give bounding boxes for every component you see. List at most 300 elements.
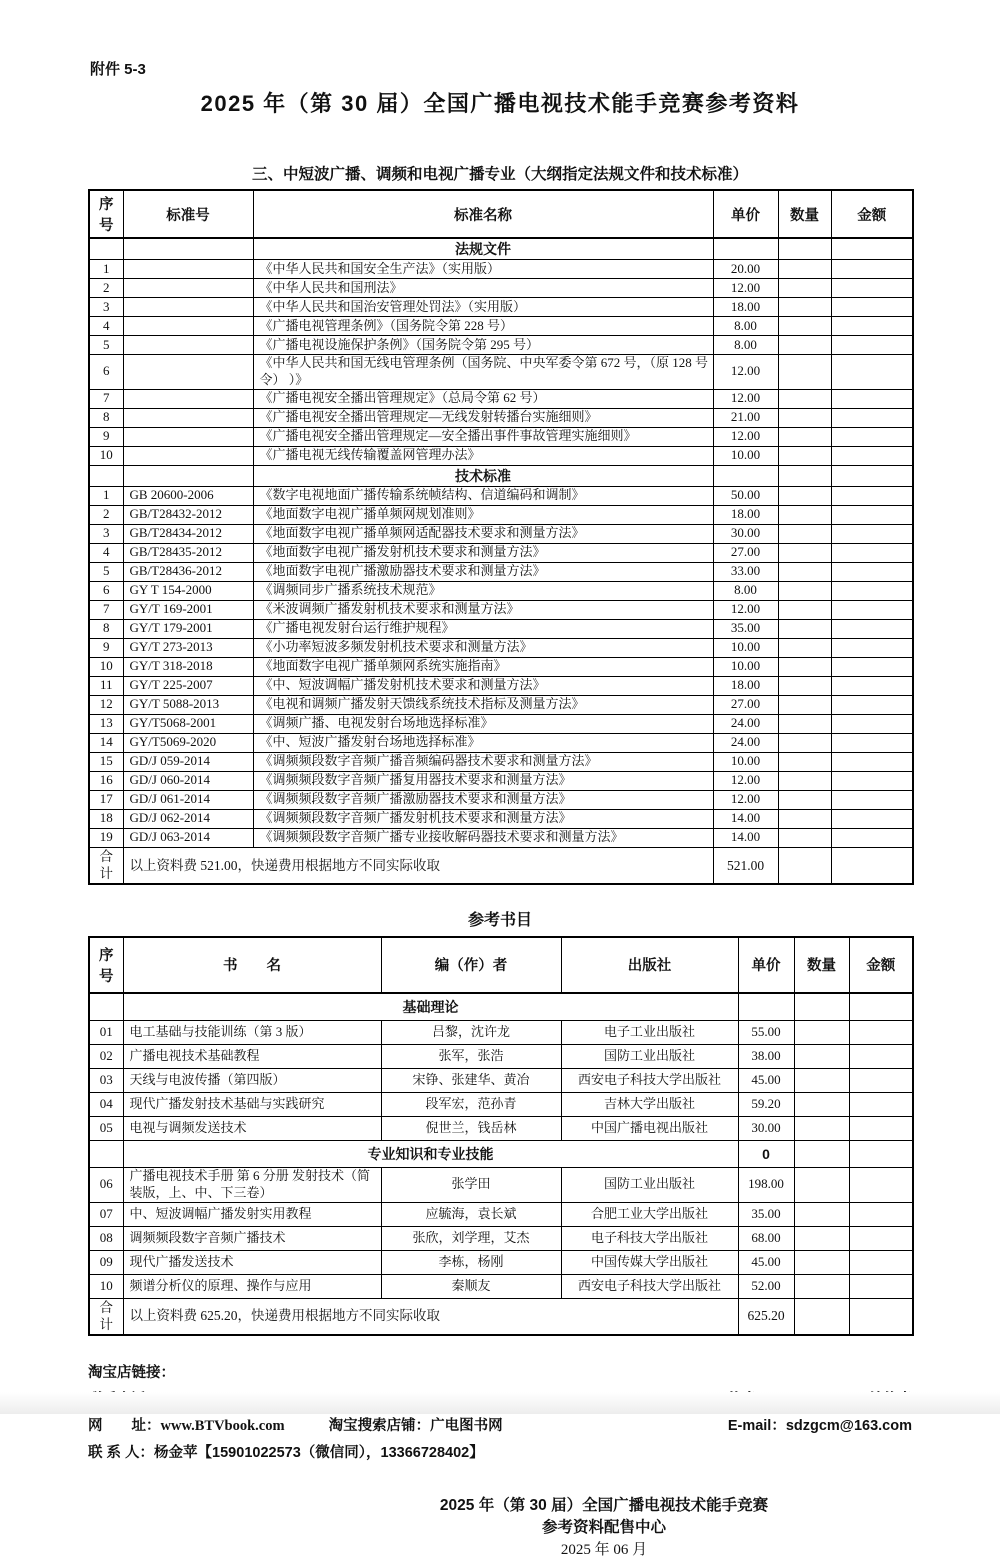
- standards-item-row: [89, 408, 913, 427]
- cell-price: 52.00: [738, 1274, 794, 1298]
- cell-code: GB/T28432-2012: [123, 505, 253, 524]
- cell-publisher: 国防工业出版社: [561, 1044, 738, 1068]
- cell-price: 35.00: [713, 619, 778, 638]
- cell-amount: [831, 828, 913, 847]
- col-header-amount: 金额: [849, 937, 913, 993]
- standards-item-row: [89, 389, 913, 408]
- cell-no: 9: [89, 638, 123, 657]
- cell-price: 12.00: [713, 355, 778, 390]
- cell-no: 09: [89, 1250, 123, 1274]
- cell-price: 55.00: [738, 1020, 794, 1044]
- cell-name: 《电视和调频广播发射天馈线系统技术指标及测量方法》: [253, 695, 713, 714]
- cell-author: 张军，张浩: [381, 1044, 561, 1068]
- standards-item-row: [89, 657, 913, 676]
- cell-price: 24.00: [713, 714, 778, 733]
- cell-price: 12.00: [713, 600, 778, 619]
- cell-qty: [778, 828, 831, 847]
- cell-amount: [831, 657, 913, 676]
- cell-amount: [831, 847, 913, 884]
- cell-qty: [778, 486, 831, 505]
- books-item-row: [89, 1250, 913, 1274]
- cell-price: [713, 238, 778, 260]
- cell-amount: [831, 389, 913, 408]
- cell-amount: [831, 695, 913, 714]
- cell-name: 《地面数字电视广播激励器技术要求和测量方法》: [253, 562, 713, 581]
- standards-item-row: [89, 790, 913, 809]
- signoff-org-line1: 2025 年（第 30 届）全国广播电视技术能手竞赛: [439, 1497, 769, 1514]
- cell-amount: [849, 1020, 913, 1044]
- taobao-shop: 淘宝搜索店铺：广电图书网: [328, 1418, 503, 1435]
- cell-amount: [831, 336, 913, 355]
- cell-book-name: 广播电视技术手册 第 6 分册 发射技术（简装版，上、中、下三卷）: [123, 1167, 381, 1202]
- cell-qty: [778, 733, 831, 752]
- cell-amount: [831, 355, 913, 390]
- cell-qty: [778, 524, 831, 543]
- cell-price: [713, 465, 778, 486]
- cell-qty: [778, 714, 831, 733]
- cell-name: 《小功率短波多频发射机技术要求和测量方法》: [253, 638, 713, 657]
- cell-no: 6: [89, 581, 123, 600]
- cell-amount: [831, 771, 913, 790]
- cell-author: 张欣，刘学理，艾杰: [381, 1226, 561, 1250]
- cell-amount: [849, 1202, 913, 1226]
- standards-total-row: [89, 847, 913, 884]
- cell-code: [123, 298, 253, 317]
- cell-no: 6: [89, 355, 123, 390]
- cell-name: 《地面数字电视广播单频网规划准则》: [253, 505, 713, 524]
- cell-qty: [778, 465, 831, 486]
- cell-book-name: 现代广播发射技术基础与实践研究: [123, 1092, 381, 1116]
- books-total-row: [89, 1298, 913, 1335]
- cell-qty: [794, 1298, 849, 1335]
- cell-amount: [831, 676, 913, 695]
- cell-name: 《地面数字电视广播发射机技术要求和测量方法》: [253, 543, 713, 562]
- cell-name: 《中、短波广播发射台场地选择标准》: [253, 733, 713, 752]
- cell-amount: [849, 993, 913, 1021]
- standards-item-row: [89, 562, 913, 581]
- standards-item-row: [89, 752, 913, 771]
- standards-table: [88, 189, 914, 885]
- cell-qty: [778, 355, 831, 390]
- standards-item-row: [89, 486, 913, 505]
- website-label: 网 址：: [88, 1418, 161, 1435]
- cell-code: [123, 408, 253, 427]
- col-header-qty: 数量: [794, 937, 849, 993]
- cell-qty: [794, 1274, 849, 1298]
- cell-amount: [831, 446, 913, 465]
- standards-item-row: [89, 771, 913, 790]
- books-item-row: [89, 1274, 913, 1298]
- cell-qty: [794, 1202, 849, 1226]
- signoff-org-line2: 参考资料配售中心: [541, 1519, 666, 1537]
- cell-no: 3: [89, 524, 123, 543]
- total-price: 625.20: [738, 1298, 794, 1335]
- cell-price: 45.00: [738, 1250, 794, 1274]
- cell-no: 10: [89, 657, 123, 676]
- cell-qty: [794, 1250, 849, 1274]
- cell-no: 7: [89, 389, 123, 408]
- cell-no: 06: [89, 1167, 123, 1202]
- cell-qty: [778, 427, 831, 446]
- contact-person: 联 系 人：杨金苹【15901022573（微信同），13366728402】: [88, 1445, 484, 1462]
- standards-item-row: [89, 809, 913, 828]
- cell-book-name: 频谱分析仪的原理、操作与应用: [123, 1274, 381, 1298]
- contact-email: E-mail：sdzgcm@163.com: [727, 1418, 912, 1435]
- standards-item-row: [89, 581, 913, 600]
- cell-price: 30.00: [713, 524, 778, 543]
- cell-code: GB/T28434-2012: [123, 524, 253, 543]
- cell-author: 应毓海，袁长斌: [381, 1202, 561, 1226]
- cell-price: 14.00: [713, 809, 778, 828]
- cell-price: 12.00: [713, 389, 778, 408]
- standards-group-row: [89, 238, 913, 260]
- cell-no: 4: [89, 543, 123, 562]
- cell-code: [123, 355, 253, 390]
- cell-no: 01: [89, 1020, 123, 1044]
- cell-no: 15: [89, 752, 123, 771]
- cell-amount: [849, 1044, 913, 1068]
- cell-name: 《数字电视地面广播传输系统帧结构、信道编码和调制》: [253, 486, 713, 505]
- standards-item-row: [89, 695, 913, 714]
- standards-item-row: [89, 505, 913, 524]
- col-header-qty: 数量: [778, 190, 831, 238]
- cell-qty: [778, 389, 831, 408]
- cell-price: 14.00: [713, 828, 778, 847]
- books-item-row: [89, 1020, 913, 1044]
- cell-code: GD/J 061-2014: [123, 790, 253, 809]
- cell-no: 8: [89, 408, 123, 427]
- col-header-name: 标准名称: [253, 190, 713, 238]
- cell-qty: [778, 657, 831, 676]
- cell-code: [123, 446, 253, 465]
- cell-author: 秦顺友: [381, 1274, 561, 1298]
- cell-price: 18.00: [713, 676, 778, 695]
- cell-publisher: 中国广播电视出版社: [561, 1116, 738, 1140]
- cell-amount: [831, 714, 913, 733]
- cell-amount: [831, 752, 913, 771]
- cell-no: 2: [89, 505, 123, 524]
- cell-no: 11: [89, 676, 123, 695]
- group-label: 法规文件: [253, 238, 713, 260]
- standards-item-row: [89, 714, 913, 733]
- standards-item-row: [89, 676, 913, 695]
- cell-code: GY T 154-2000: [123, 581, 253, 600]
- cell-price: 45.00: [738, 1068, 794, 1092]
- standards-item-row: [89, 317, 913, 336]
- cell-book-name: 现代广播发送技术: [123, 1250, 381, 1274]
- books-item-row: [89, 1044, 913, 1068]
- cell-amount: [831, 317, 913, 336]
- cell-qty: [794, 1068, 849, 1092]
- col-header-price: 单价: [738, 937, 794, 993]
- cell-amount: [831, 238, 913, 260]
- cell-code: [123, 465, 253, 486]
- cell-no: 17: [89, 790, 123, 809]
- total-price: 521.00: [713, 847, 778, 884]
- cell-qty: [794, 1092, 849, 1116]
- cell-qty: [778, 562, 831, 581]
- cell-amount: [831, 279, 913, 298]
- cell-no: 2: [89, 279, 123, 298]
- cell-publisher: 西安电子科技大学出版社: [561, 1068, 738, 1092]
- cell-code: GD/J 062-2014: [123, 809, 253, 828]
- cell-price: 27.00: [713, 695, 778, 714]
- cell-no: 4: [89, 317, 123, 336]
- cell-code: GY/T 318-2018: [123, 657, 253, 676]
- cell-code: GY/T 179-2001: [123, 619, 253, 638]
- cell-publisher: 电子工业出版社: [561, 1020, 738, 1044]
- cell-qty: [778, 638, 831, 657]
- cell-price: 38.00: [738, 1044, 794, 1068]
- cell-price: 12.00: [713, 771, 778, 790]
- col-header-code: 标准号: [123, 190, 253, 238]
- cell-no: 3: [89, 298, 123, 317]
- cell-amount: [831, 543, 913, 562]
- cell-name: 《调频频段数字音频广播激励器技术要求和测量方法》: [253, 790, 713, 809]
- standards-item-row: [89, 638, 913, 657]
- taobao-link-label: 淘宝店链接：: [88, 1364, 175, 1381]
- cell-no: [89, 238, 123, 260]
- signoff-block: [324, 1495, 884, 1562]
- cell-code: GY/T 225-2007: [123, 676, 253, 695]
- cell-no: 04: [89, 1092, 123, 1116]
- cell-name: 《调频频段数字音频广播专业接收解码器技术要求和测量方法》: [253, 828, 713, 847]
- cell-amount: [831, 581, 913, 600]
- cell-amount: [849, 1167, 913, 1202]
- cell-qty: [778, 695, 831, 714]
- total-label: 合计: [89, 847, 123, 884]
- page-bottom-edge: [0, 1392, 1000, 1414]
- cell-price: 8.00: [713, 336, 778, 355]
- books-item-row: [89, 1226, 913, 1250]
- cell-price: 10.00: [713, 638, 778, 657]
- cell-book-name: 广播电视技术基础教程: [123, 1044, 381, 1068]
- cell-amount: [831, 465, 913, 486]
- cell-price: 12.00: [713, 790, 778, 809]
- cell-amount: [831, 298, 913, 317]
- cell-price: 198.00: [738, 1167, 794, 1202]
- col-header-book-name: 书 名: [123, 937, 381, 993]
- cell-qty: [778, 298, 831, 317]
- cell-no: 03: [89, 1068, 123, 1092]
- cell-name: 《广播电视安全播出管理规定》（总局令第 62 号）: [253, 389, 713, 408]
- cell-no: 9: [89, 427, 123, 446]
- cell-qty: [794, 1020, 849, 1044]
- cell-code: [123, 317, 253, 336]
- cell-name: 《广播电视安全播出管理规定—无线发射转播台实施细则》: [253, 408, 713, 427]
- cell-price: 18.00: [713, 505, 778, 524]
- col-header-publisher: 出版社: [561, 937, 738, 993]
- cell-book-name: 调频频段数字音频广播技术: [123, 1226, 381, 1250]
- cell-qty: [778, 847, 831, 884]
- cell-no: [89, 993, 123, 1021]
- cell-price: 10.00: [713, 752, 778, 771]
- cell-qty: [778, 771, 831, 790]
- cell-price: 18.00: [713, 298, 778, 317]
- page-title: 2025 年（第 30 届）全国广播电视技术能手竞赛参考资料: [200, 91, 800, 116]
- cell-amount: [831, 638, 913, 657]
- cell-price: 12.00: [713, 279, 778, 298]
- standards-table-body: [89, 238, 913, 884]
- cell-no: 5: [89, 562, 123, 581]
- cell-no: [89, 1140, 123, 1167]
- cell-amount: [849, 1226, 913, 1250]
- cell-code: GY/T 169-2001: [123, 600, 253, 619]
- cell-no: 14: [89, 733, 123, 752]
- cell-no: 1: [89, 486, 123, 505]
- cell-publisher: 合肥工业大学出版社: [561, 1202, 738, 1226]
- cell-no: [89, 465, 123, 486]
- cell-price: 27.00: [713, 543, 778, 562]
- cell-no: 07: [89, 1202, 123, 1226]
- standards-item-row: [89, 279, 913, 298]
- signoff-date: 2025 年 06 月: [560, 1541, 648, 1558]
- col-header-amount: 金额: [831, 190, 913, 238]
- cell-qty: [778, 581, 831, 600]
- cell-name: 《调频频段数字音频广播复用器技术要求和测量方法》: [253, 771, 713, 790]
- cell-code: GD/J 063-2014: [123, 828, 253, 847]
- standards-item-row: [89, 355, 913, 390]
- col-header-price: 单价: [713, 190, 778, 238]
- cell-qty: [778, 260, 831, 279]
- website-line: [88, 1413, 503, 1440]
- cell-publisher: 国防工业出版社: [561, 1167, 738, 1202]
- standards-item-row: [89, 298, 913, 317]
- cell-amount: [849, 1116, 913, 1140]
- cell-name: 《地面数字电视广播单频网系统实施指南》: [253, 657, 713, 676]
- cell-amount: [831, 486, 913, 505]
- cell-no: 19: [89, 828, 123, 847]
- cell-price: 8.00: [713, 317, 778, 336]
- cell-publisher: 西安电子科技大学出版社: [561, 1274, 738, 1298]
- cell-no: 7: [89, 600, 123, 619]
- cell-qty: [794, 1116, 849, 1140]
- cell-name: 《中华人民共和国治安管理处罚法》（实用版）: [253, 298, 713, 317]
- cell-name: 《中华人民共和国安全生产法》（实用版）: [253, 260, 713, 279]
- books-table: [88, 936, 914, 1336]
- standards-item-row: [89, 260, 913, 279]
- cell-amount: [831, 505, 913, 524]
- cell-no: 05: [89, 1116, 123, 1140]
- cell-qty: [778, 619, 831, 638]
- cell-amount: [849, 1140, 913, 1167]
- cell-name: 《广播电视安全播出管理规定—安全播出事件事故管理实施细则》: [253, 427, 713, 446]
- cell-qty: [794, 1226, 849, 1250]
- cell-name: 《中华人民共和国刑法》: [253, 279, 713, 298]
- cell-name: 《中、短波调幅广播发射机技术要求和测量方法》: [253, 676, 713, 695]
- standards-item-row: [89, 543, 913, 562]
- books-item-row: [89, 1092, 913, 1116]
- cell-amount: [831, 600, 913, 619]
- cell-name: 《广播电视发射台运行维护规程》: [253, 619, 713, 638]
- cell-book-name: 电工基础与技能训练（第 3 版）: [123, 1020, 381, 1044]
- standards-item-row: [89, 733, 913, 752]
- cell-qty: [794, 1140, 849, 1167]
- cell-price: 33.00: [713, 562, 778, 581]
- cell-qty: [794, 1044, 849, 1068]
- cell-code: GB/T28435-2012: [123, 543, 253, 562]
- cell-amount: [831, 790, 913, 809]
- books-item-row: [89, 1068, 913, 1092]
- standards-table-header: [89, 190, 913, 238]
- cell-qty: [778, 676, 831, 695]
- cell-qty: [794, 993, 849, 1021]
- cell-code: [123, 427, 253, 446]
- cell-author: 张学田: [381, 1167, 561, 1202]
- standards-group-row: [89, 465, 913, 486]
- cell-no: 1: [89, 260, 123, 279]
- cell-no: 02: [89, 1044, 123, 1068]
- cell-code: GY/T 273-2013: [123, 638, 253, 657]
- section-heading: 三、中短波广播、调频和电视广播专业（大纲指定法规文件和技术标准）: [251, 166, 748, 183]
- cell-amount: [849, 1274, 913, 1298]
- cell-qty: [778, 543, 831, 562]
- cell-code: GD/J 059-2014: [123, 752, 253, 771]
- cell-author: 李栋，杨刚: [381, 1250, 561, 1274]
- cell-code: [123, 260, 253, 279]
- cell-code: [123, 389, 253, 408]
- website-url[interactable]: www.BTVbook.com: [160, 1418, 285, 1435]
- cell-no: 8: [89, 619, 123, 638]
- cell-price: 50.00: [713, 486, 778, 505]
- cell-code: GB/T28436-2012: [123, 562, 253, 581]
- cell-no: 16: [89, 771, 123, 790]
- cell-name: 《调频广播、电视发射台场地选择标准》: [253, 714, 713, 733]
- cell-qty: [794, 1167, 849, 1202]
- cell-price: 0: [738, 1140, 794, 1167]
- cell-publisher: 中国传媒大学出版社: [561, 1250, 738, 1274]
- standards-item-row: [89, 828, 913, 847]
- total-label: 合计: [89, 1298, 123, 1335]
- standards-item-row: [89, 600, 913, 619]
- standards-item-row: [89, 427, 913, 446]
- cell-author: 吕黎，沈许龙: [381, 1020, 561, 1044]
- books-group-row: [89, 993, 913, 1021]
- cell-code: [123, 279, 253, 298]
- cell-name: 《中华人民共和国无线电管理条例（国务院、中央军委令第 672 号，（原 128 号令） ）》: [253, 355, 713, 390]
- books-group-row: [89, 1140, 913, 1167]
- cell-code: GY/T5069-2020: [123, 733, 253, 752]
- books-item-row: [89, 1202, 913, 1226]
- cell-name: 《广播电视管理条例》（国务院令第 228 号）: [253, 317, 713, 336]
- cell-book-name: 电视与调频发送技术: [123, 1116, 381, 1140]
- cell-price: 10.00: [713, 446, 778, 465]
- standards-item-row: [89, 524, 913, 543]
- cell-price: [738, 993, 794, 1021]
- cell-amount: [849, 1250, 913, 1274]
- total-desc: 以上资料费 521.00，快递费用根据地方不同实际收取: [123, 847, 713, 884]
- cell-code: GY/T 5088-2013: [123, 695, 253, 714]
- cell-amount: [831, 260, 913, 279]
- cell-amount: [831, 524, 913, 543]
- cell-amount: [831, 408, 913, 427]
- group-label: 基础理论: [123, 993, 738, 1021]
- cell-author: 段军宏，范孙青: [381, 1092, 561, 1116]
- books-table-title: 参考书目: [467, 911, 532, 929]
- cell-qty: [778, 238, 831, 260]
- cell-name: 《调频同步广播系统技术规范》: [253, 581, 713, 600]
- col-header-author: 编（作）者: [381, 937, 561, 993]
- attachment-label: 附件 5-3: [90, 61, 146, 78]
- cell-price: 68.00: [738, 1226, 794, 1250]
- cell-amount: [831, 427, 913, 446]
- cell-qty: [778, 408, 831, 427]
- cell-price: 30.00: [738, 1116, 794, 1140]
- cell-no: 10: [89, 446, 123, 465]
- cell-amount: [849, 1298, 913, 1335]
- cell-publisher: 吉林大学出版社: [561, 1092, 738, 1116]
- cell-price: 35.00: [738, 1202, 794, 1226]
